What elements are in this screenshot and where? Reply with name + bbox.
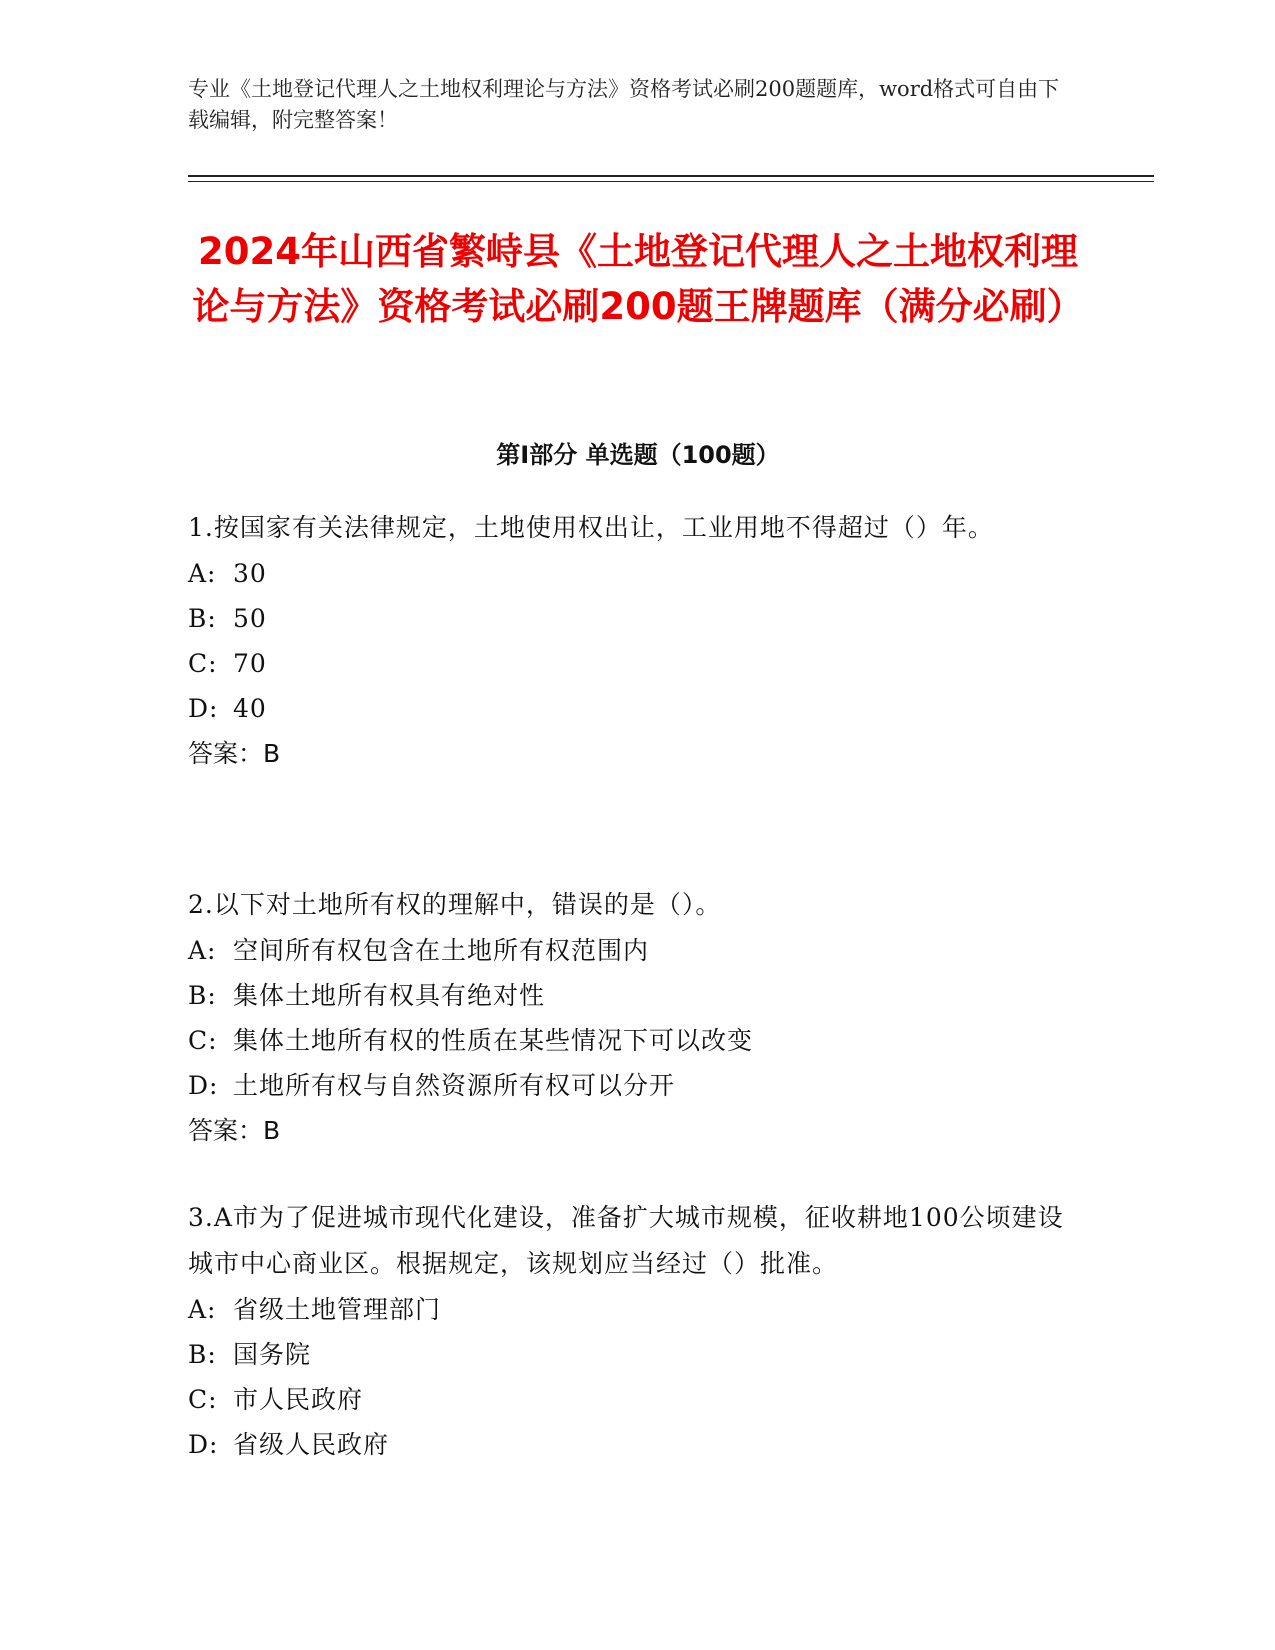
option-key: A: (188, 1295, 217, 1324)
option-text: 50 (233, 604, 267, 633)
option-text: 30 (233, 559, 267, 588)
question-3 (188, 1195, 1088, 1467)
document-title: 2024年山西省繁峙县《土地登记代理人之土地权利理论与方法》资格考试必刷200题王牌题库（满分必刷） (192, 230, 1084, 328)
option-key: D: (188, 1071, 219, 1100)
option-a (188, 551, 1088, 596)
option-key: B: (188, 1340, 217, 1369)
option-d (188, 686, 1088, 731)
option-key: D: (188, 694, 219, 723)
option-text: 省级土地管理部门 (233, 1295, 442, 1324)
option-text: 集体土地所有权具有绝对性 (233, 981, 546, 1010)
option-c (188, 641, 1088, 686)
option-text: 空间所有权包含在土地所有权范围内 (233, 936, 650, 965)
option-b (188, 596, 1088, 641)
option-key: C: (188, 1385, 218, 1414)
section-title: 第Ⅰ部分 单选题（100题） (496, 441, 780, 469)
option-key: C: (188, 649, 218, 678)
answer: 答案：B (188, 1116, 281, 1145)
option-d (188, 1422, 1088, 1467)
question-1 (188, 505, 1088, 776)
option-c (188, 1018, 1088, 1063)
option-c (188, 1377, 1088, 1422)
option-key: B: (188, 981, 217, 1010)
question-stem: 1.按国家有关法律规定，土地使用权出让，工业用地不得超过（）年。 (188, 513, 994, 542)
header-divider-thick (188, 175, 1154, 177)
header-divider-thin (188, 181, 1154, 182)
option-text: 70 (233, 649, 267, 678)
option-text: 国务院 (233, 1340, 312, 1369)
option-key: B: (188, 604, 217, 633)
option-text: 土地所有权与自然资源所有权可以分开 (233, 1071, 676, 1100)
question-stem: 3.A市为了促进城市现代化建设，准备扩大城市规模，征收耕地100公顷建设城市中心商业区。根据规定，该规划应当经过（）批准。 (188, 1203, 1064, 1278)
option-b (188, 973, 1088, 1018)
header-note: 专业《土地登记代理人之土地权利理论与方法》资格考试必刷200题题库，word格式可自由下载编辑，附完整答案！ (188, 77, 1060, 132)
option-a (188, 928, 1088, 973)
option-text: 市人民政府 (233, 1385, 364, 1414)
answer: 答案：B (188, 739, 281, 768)
option-key: D: (188, 1430, 219, 1459)
option-text: 集体土地所有权的性质在某些情况下可以改变 (233, 1026, 754, 1055)
option-key: C: (188, 1026, 218, 1055)
option-d (188, 1063, 1088, 1108)
option-text: 省级人民政府 (233, 1430, 390, 1459)
option-key: A: (188, 559, 217, 588)
option-b (188, 1332, 1088, 1377)
option-a (188, 1287, 1088, 1332)
question-2 (188, 882, 1088, 1153)
option-key: A: (188, 936, 217, 965)
option-text: 40 (233, 694, 267, 723)
question-stem: 2.以下对土地所有权的理解中，错误的是（）。 (188, 890, 722, 919)
